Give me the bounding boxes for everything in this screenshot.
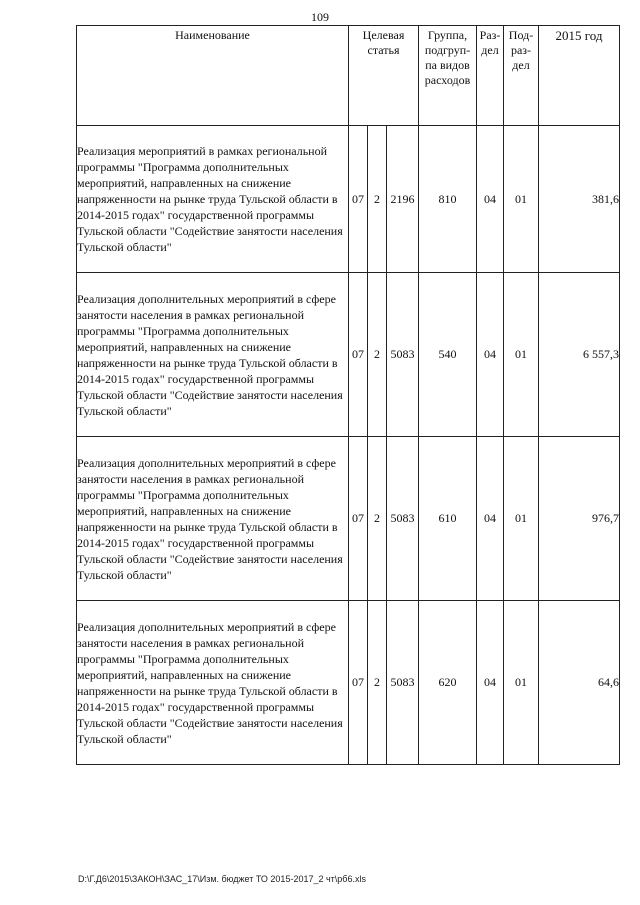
row-expense-group: 610 [419,437,477,601]
row-code-program: 07 [349,273,368,437]
table-header-row [77,26,620,126]
row-code-subprogram: 2 [368,273,387,437]
row-code-direction: 5083 [387,601,419,765]
row-amount: 976,7 [539,437,620,601]
row-subsection: 01 [504,273,539,437]
header-target-article: Целевая статья [349,26,419,126]
budget-table [76,25,620,765]
row-name: Реализация дополнительных мероприятий в сфере занятости населения в рамках региональной программы "Программа дополнительных мероприятий, направленных на снижение напряженности на рынке труда Тульской области в 2014-2015 годах" государственной программы Тульской области "Содействие занятости населения Тульской области" [77,437,349,601]
row-subsection: 01 [504,437,539,601]
table-row [77,126,620,273]
header-name: Наименование [77,26,349,126]
row-amount: 64,6 [539,601,620,765]
row-expense-group: 620 [419,601,477,765]
row-code-program: 07 [349,126,368,273]
row-code-program: 07 [349,601,368,765]
row-expense-group: 810 [419,126,477,273]
row-code-direction: 5083 [387,437,419,601]
table-row [77,437,620,601]
row-subsection: 01 [504,601,539,765]
row-section: 04 [477,601,504,765]
row-amount: 6 557,3 [539,273,620,437]
table-row [77,601,620,765]
row-name: Реализация дополнительных мероприятий в сфере занятости населения в рамках региональной программы "Программа дополнительных мероприятий, направленных на снижение напряженности на рынке труда Тульской области в 2014-2015 годах" государственной программы Тульской области "Содействие занятости населения Тульской области" [77,273,349,437]
row-name: Реализация дополнительных мероприятий в сфере занятости населения в рамках региональной программы "Программа дополнительных мероприятий, направленных на снижение напряженности на рынке труда Тульской области в 2014-2015 годах" государственной программы Тульской области "Содействие занятости населения Тульской области" [77,601,349,765]
row-amount: 381,6 [539,126,620,273]
row-code-direction: 2196 [387,126,419,273]
page-number: 109 [311,10,329,24]
header-section: Раз-дел [477,26,504,126]
footer-file-path: D:\Г.Д6\2015\ЗАКОН\ЗАС_17\Изм. бюджет ТО 2015-2017_2 чт\рб6.xls [78,874,366,884]
row-section: 04 [477,126,504,273]
row-code-subprogram: 2 [368,601,387,765]
header-subsection: Под-раз-дел [504,26,539,126]
header-expense-group: Группа, подгруп-па видов расходов [419,26,477,126]
table-row [77,273,620,437]
row-section: 04 [477,273,504,437]
row-expense-group: 540 [419,273,477,437]
row-code-program: 07 [349,437,368,601]
row-code-subprogram: 2 [368,437,387,601]
row-subsection: 01 [504,126,539,273]
row-code-subprogram: 2 [368,126,387,273]
row-section: 04 [477,437,504,601]
row-name: Реализация мероприятий в рамках региональной программы "Программа дополнительных мероприятий, направленных на снижение напряженности на рынке труда Тульской области в 2014-2015 годах" государственной программы Тульской области "Содействие занятости населения Тульской области" [77,126,349,273]
row-code-direction: 5083 [387,273,419,437]
header-year: 2015 год [539,26,620,126]
